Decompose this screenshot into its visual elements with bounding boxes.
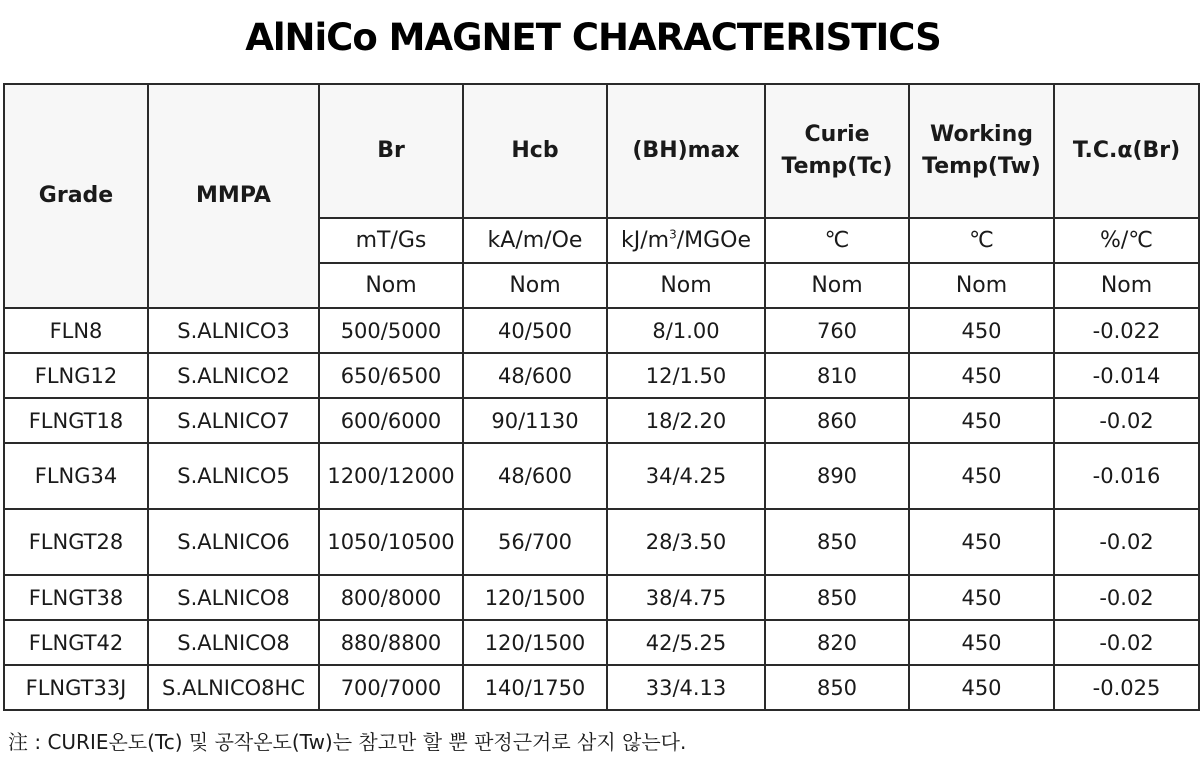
cell-bhmax: 12/1.50 bbox=[607, 353, 765, 398]
cell-hcb: 48/600 bbox=[463, 443, 607, 509]
cell-grade: FLN8 bbox=[4, 308, 148, 353]
cell-bhmax: 42/5.25 bbox=[607, 620, 765, 665]
cell-tc: -0.02 bbox=[1054, 575, 1199, 620]
nom-bhmax: Nom bbox=[607, 263, 765, 308]
unit-curie: ℃ bbox=[765, 218, 909, 263]
table-row bbox=[4, 620, 1199, 665]
cell-grade: FLNG12 bbox=[4, 353, 148, 398]
cell-tc: -0.02 bbox=[1054, 509, 1199, 575]
table-row bbox=[4, 308, 1199, 353]
header-working-temp-label: Working Temp(Tw) bbox=[922, 122, 1041, 179]
cell-working: 450 bbox=[909, 443, 1054, 509]
unit-bhmax bbox=[607, 218, 765, 263]
table-header bbox=[4, 84, 1199, 308]
cell-mmpa: S.ALNICO7 bbox=[148, 398, 319, 443]
cell-curie: 810 bbox=[765, 353, 909, 398]
table-row bbox=[4, 398, 1199, 443]
cell-br: 880/8800 bbox=[319, 620, 463, 665]
cell-curie: 820 bbox=[765, 620, 909, 665]
header-hcb: Hcb bbox=[463, 84, 607, 218]
cell-grade: FLNGT18 bbox=[4, 398, 148, 443]
characteristics-table bbox=[3, 83, 1200, 711]
cell-hcb: 90/1130 bbox=[463, 398, 607, 443]
cell-mmpa: S.ALNICO8 bbox=[148, 620, 319, 665]
cell-hcb: 40/500 bbox=[463, 308, 607, 353]
nom-curie: Nom bbox=[765, 263, 909, 308]
header-bhmax: (BH)max bbox=[607, 84, 765, 218]
cell-hcb: 56/700 bbox=[463, 509, 607, 575]
cell-br: 700/7000 bbox=[319, 665, 463, 710]
table-body bbox=[4, 308, 1199, 710]
cell-grade: FLNGT28 bbox=[4, 509, 148, 575]
cell-working: 450 bbox=[909, 308, 1054, 353]
cell-grade: FLNGT33J bbox=[4, 665, 148, 710]
cell-hcb: 120/1500 bbox=[463, 575, 607, 620]
page-title: AlNiCo MAGNET CHARACTERISTICS bbox=[245, 16, 941, 59]
unit-bhmax-sup: 3 bbox=[669, 227, 677, 242]
table-row bbox=[4, 353, 1199, 398]
cell-tc: -0.022 bbox=[1054, 308, 1199, 353]
cell-grade: FLNG34 bbox=[4, 443, 148, 509]
cell-mmpa: S.ALNICO8 bbox=[148, 575, 319, 620]
cell-br: 600/6000 bbox=[319, 398, 463, 443]
table-row bbox=[4, 509, 1199, 575]
nom-tc: Nom bbox=[1054, 263, 1199, 308]
cell-mmpa: S.ALNICO5 bbox=[148, 443, 319, 509]
nom-br: Nom bbox=[319, 263, 463, 308]
nom-hcb: Nom bbox=[463, 263, 607, 308]
cell-curie: 760 bbox=[765, 308, 909, 353]
cell-mmpa: S.ALNICO2 bbox=[148, 353, 319, 398]
unit-working: ℃ bbox=[909, 218, 1054, 263]
cell-working: 450 bbox=[909, 353, 1054, 398]
cell-curie: 890 bbox=[765, 443, 909, 509]
cell-mmpa: S.ALNICO3 bbox=[148, 308, 319, 353]
cell-curie: 850 bbox=[765, 575, 909, 620]
cell-grade: FLNGT38 bbox=[4, 575, 148, 620]
cell-hcb: 140/1750 bbox=[463, 665, 607, 710]
cell-curie: 850 bbox=[765, 665, 909, 710]
cell-bhmax: 34/4.25 bbox=[607, 443, 765, 509]
cell-tc: -0.016 bbox=[1054, 443, 1199, 509]
header-temp-coefficient: T.C.α(Br) bbox=[1054, 84, 1199, 218]
cell-bhmax: 38/4.75 bbox=[607, 575, 765, 620]
cell-hcb: 120/1500 bbox=[463, 620, 607, 665]
cell-working: 450 bbox=[909, 398, 1054, 443]
cell-bhmax: 18/2.20 bbox=[607, 398, 765, 443]
cell-bhmax: 33/4.13 bbox=[607, 665, 765, 710]
cell-curie: 850 bbox=[765, 509, 909, 575]
cell-working: 450 bbox=[909, 509, 1054, 575]
header-curie-temp-label: Curie Temp(Tc) bbox=[781, 122, 893, 179]
cell-mmpa: S.ALNICO6 bbox=[148, 509, 319, 575]
unit-bhmax-suffix: /MGOe bbox=[676, 227, 751, 253]
cell-br: 800/8000 bbox=[319, 575, 463, 620]
table-row bbox=[4, 665, 1199, 710]
cell-mmpa: S.ALNICO8HC bbox=[148, 665, 319, 710]
cell-curie: 860 bbox=[765, 398, 909, 443]
cell-br: 1200/12000 bbox=[319, 443, 463, 509]
header-curie-temp bbox=[765, 84, 909, 218]
header-br: Br bbox=[319, 84, 463, 218]
table-row bbox=[4, 443, 1199, 509]
cell-working: 450 bbox=[909, 620, 1054, 665]
cell-working: 450 bbox=[909, 665, 1054, 710]
cell-br: 650/6500 bbox=[319, 353, 463, 398]
footnote: 注 : CURIE온도(Tc) 및 공작온도(Tw)는 참고만 할 뿐 판정근거로 삼지 않는다. bbox=[8, 730, 687, 754]
cell-br: 500/5000 bbox=[319, 308, 463, 353]
cell-tc: -0.02 bbox=[1054, 620, 1199, 665]
header-working-temp bbox=[909, 84, 1054, 218]
cell-bhmax: 8/1.00 bbox=[607, 308, 765, 353]
unit-tc: %/℃ bbox=[1054, 218, 1199, 263]
header-grade: Grade bbox=[4, 84, 148, 308]
cell-tc: -0.02 bbox=[1054, 398, 1199, 443]
cell-working: 450 bbox=[909, 575, 1054, 620]
cell-tc: -0.014 bbox=[1054, 353, 1199, 398]
unit-hcb: kA/m/Oe bbox=[463, 218, 607, 263]
header-mmpa: MMPA bbox=[148, 84, 319, 308]
cell-grade: FLNGT42 bbox=[4, 620, 148, 665]
unit-br: mT/Gs bbox=[319, 218, 463, 263]
cell-hcb: 48/600 bbox=[463, 353, 607, 398]
cell-tc: -0.025 bbox=[1054, 665, 1199, 710]
nom-working: Nom bbox=[909, 263, 1054, 308]
table-row bbox=[4, 575, 1199, 620]
cell-br: 1050/10500 bbox=[319, 509, 463, 575]
unit-bhmax-prefix: kJ/m bbox=[620, 227, 670, 253]
cell-bhmax: 28/3.50 bbox=[607, 509, 765, 575]
